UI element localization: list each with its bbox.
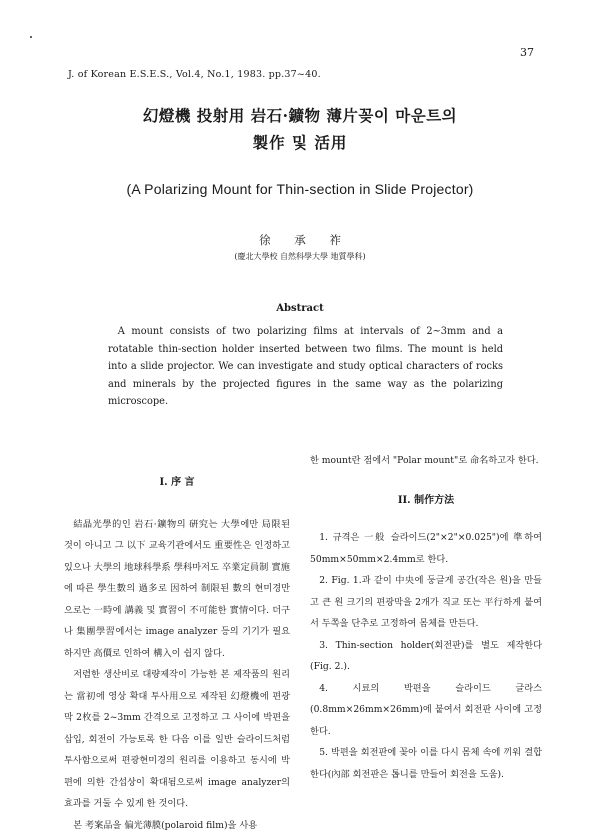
korean-title-line-2: 製作 및 活用 [252,133,348,152]
section-1-paragraph: 結晶光學的인 岩石·鑛物의 硏究는 大學에만 局限된 것이 아니고 그 以下 교육기관에서도 重要性은 인정하고 있으나 大學의 地球科學系 學科마저도 卒業定員制 實施에 따른 學生數의 過多로 因하여 制限된 數의 현미경만으로는 一時에 講義 및 實習이 不可能한 實情이다. 더구나 集團學習에서는 image analyzer 등의 기기가 필요하지만 高價로 인하여 構入이 쉽지 않다. [64,518,290,659]
author-name: 徐 承 祚 [259,233,341,247]
english-title: (A Polarizing Mount for Thin-section in Slide Projector) [126,181,474,197]
method-item: 5. 박편을 회전판에 꽂아 이를 다시 몸체 속에 끼워 결합한다(內部 회전판은 톱니를 만들어 회전을 도움). [310,747,542,780]
journal-reference: J. of Korean E.S.E.S., Vol.4, No.1, 1983. pp.37~40. [68,69,321,80]
method-item: 3. Thin-section holder(회전판)를 별도 제작한다(Fig. 2.). [310,639,542,672]
korean-title-line-1: 幻燈機 投射用 岩石·鑛物 薄片꽂이 마운트의 [142,106,458,125]
method-item: 1. 규격은 一般 슬라이드(2"×2"×0.025")에 準하여 50mm×50mm×2.4mm로 한다. [310,532,542,565]
right-column-intro: 한 mount란 점에서 "Polar mount"로 命名하고자 한다. [310,455,539,466]
page-number: 37 [520,46,534,59]
section-1-paragraph: 저렴한 생산비로 대량제작이 가능한 본 제작품의 원리는 當初에 영상 확대 투사用으로 제작된 幻燈機에 편광막 2枚를 2~3mm 간격으로 고정하고 그 사이에 박편을 삽입, 회전이 가능토록 한 다음 이를 일반 슬라이드처럼 투사함으로써 편광현미경의 원리를 이용하고 동시에 박편에 의한 간섭상이 확대됨으로써 image analyzer의 효과를 거둘 수 있게 한 것이다. [64,669,290,809]
left-column [64,477,290,836]
abstract-heading: Abstract [276,303,324,314]
section-1-paragraph: 본 考案品을 偏光薄膜(polaroid film)을 사용 [73,819,258,831]
section-1-heading: I. 序 言 [159,477,195,488]
scan-dot [30,36,32,38]
method-item: 4. 시료의 박편을 슬라이드 글라스(0.8mm×26mm×26mm)에 붙여서 회전판 사이에 고정한다. [310,682,542,737]
abstract-body: A mount consists of two polarizing films at intervals of 2~3mm and a rotatable thin-section holder inserted between two films. The mount is held into a slide projector. We can investigate and study optical characters of rocks and minerals by the projected figures in the same way as the polarizing microscope. [108,326,503,408]
section-2-heading: II. 制作方法 [397,494,455,506]
method-item: 2. Fig. 1.과 같이 中央에 둥글게 공간(작은 원)을 만들고 큰 원 크기의 편광막을 2개가 직교 또는 平行하게 붙여서 두쪽을 단추로 고정하여 몸체를 만든다. [310,575,542,629]
right-column [310,450,542,785]
author-affiliation: (慶北大學校 自然科學大學 地質學科) [234,252,366,261]
